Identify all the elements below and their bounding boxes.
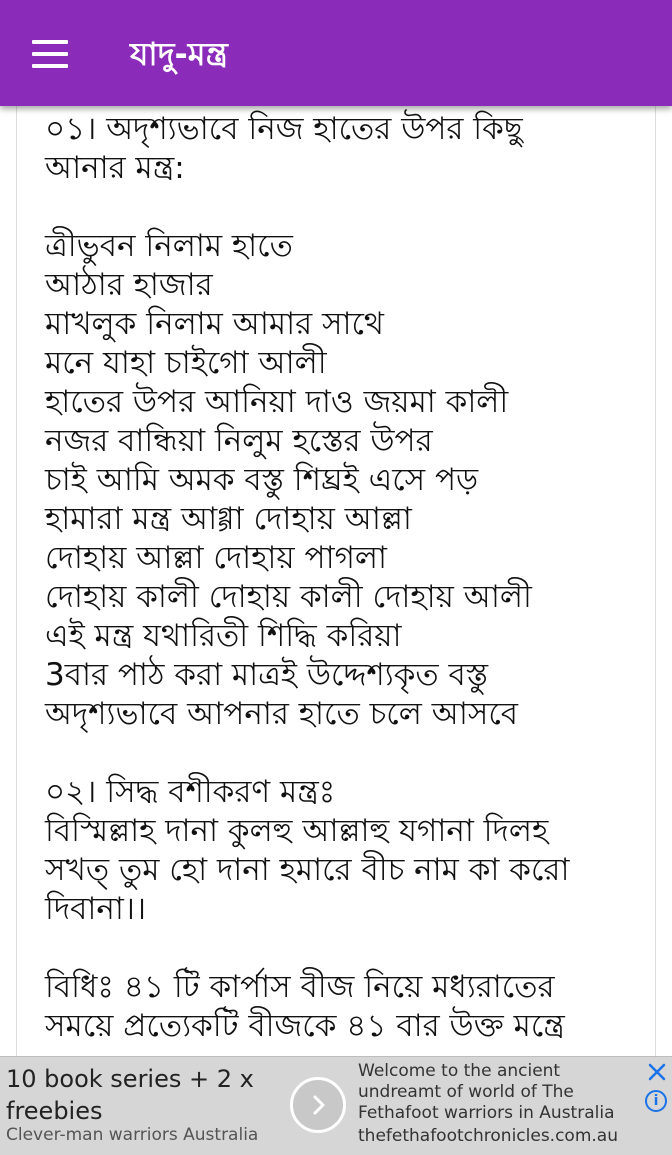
text-line: সখত্ তুম হো দানা হমারে বীচ নাম কা করো <box>45 852 570 888</box>
ad-close-icon[interactable] <box>646 1061 668 1083</box>
text-line: বিস্মিল্লাহ দানা কুলহু আল্লাহু যগানা দিলহ <box>45 813 549 849</box>
app-bar <box>0 0 672 106</box>
text-line: সময়ে প্রত্যেকটি বীজকে ৪১ বার উক্ত মন্ত্রে <box>45 1008 565 1044</box>
text-line: 3বার পাঠ করা মাত্রই উদ্দেশ্যকৃত বস্তু <box>45 657 489 693</box>
paragraph-mantra-1 <box>17 227 655 734</box>
text-line: বিধিঃ ৪১ টি কার্পাস বীজ নিয়ে মধ্যরাতের <box>45 969 555 1005</box>
ad-headline[interactable]: 10 book series + 2 x freebies <box>6 1065 254 1125</box>
text-line: দিবানা।। <box>45 891 147 927</box>
text-line: ত্রীভুবন নিলাম হাতে <box>45 228 293 264</box>
ad-url[interactable]: thefethafootchronicles.com.au <box>358 1126 618 1146</box>
text-line: আঠার হাজার <box>45 267 213 303</box>
text-line: দোহায় কালী দোহায় কালী দোহায় আলী <box>45 579 532 615</box>
text-line: ০২। সিদ্ধ বশীকরণ মন্ত্রঃ <box>45 774 336 810</box>
ad-advertiser: Clever-man warriors Australia <box>6 1125 259 1145</box>
text-line: নজর বান্ধিয়া নিলুম হস্তের উপর <box>45 423 433 459</box>
text-line: অদৃশ্যভাবে আপনার হাতে চলে আসবে <box>45 696 519 732</box>
ad-open-button[interactable] <box>290 1077 346 1133</box>
text-line: দোহায় আল্লা দোহায় পাগলা <box>45 540 387 576</box>
text-line: হামারা মন্ত্র আগ্গা দোহায় আল্লা <box>45 501 412 537</box>
ad-description: Welcome to the ancient undreamt of world of The Fethafoot warriors in Australia <box>358 1061 615 1123</box>
text-line: এই মন্ত্র যথারিতী শিদ্ধি করিয়া <box>45 618 402 654</box>
ad-banner[interactable] <box>0 1056 672 1155</box>
menu-bar-middle <box>32 52 68 56</box>
menu-bar-bottom <box>32 64 68 68</box>
text-line: ০১। অদৃশ্যভাবে নিজ হাতের উপর কিছু <box>45 111 523 147</box>
text-line: মাখলুক নিলাম আমার সাথে <box>45 306 384 342</box>
ad-info-icon[interactable]: i <box>645 1090 667 1112</box>
text-line: চাই আমি অমক বস্তু শিঘ্রই এসে পড় <box>45 462 479 498</box>
chevron-right-icon <box>308 1094 330 1116</box>
text-line: মনে যাহা চাইগো আলী <box>45 345 327 381</box>
menu-bar-top <box>32 40 68 44</box>
paragraph-instructions <box>17 968 655 1046</box>
paragraph-mantra-2 <box>17 773 655 929</box>
article-content[interactable] <box>16 106 656 1056</box>
paragraph-title-1 <box>17 110 655 188</box>
text-line: হাতের উপর আনিয়া দাও জয়মা কালী <box>45 384 509 420</box>
text-line: আনার মন্ত্র: <box>45 150 185 186</box>
page-title: যাদু-মন্ত্র <box>130 35 228 73</box>
hamburger-menu-icon[interactable] <box>32 40 68 68</box>
